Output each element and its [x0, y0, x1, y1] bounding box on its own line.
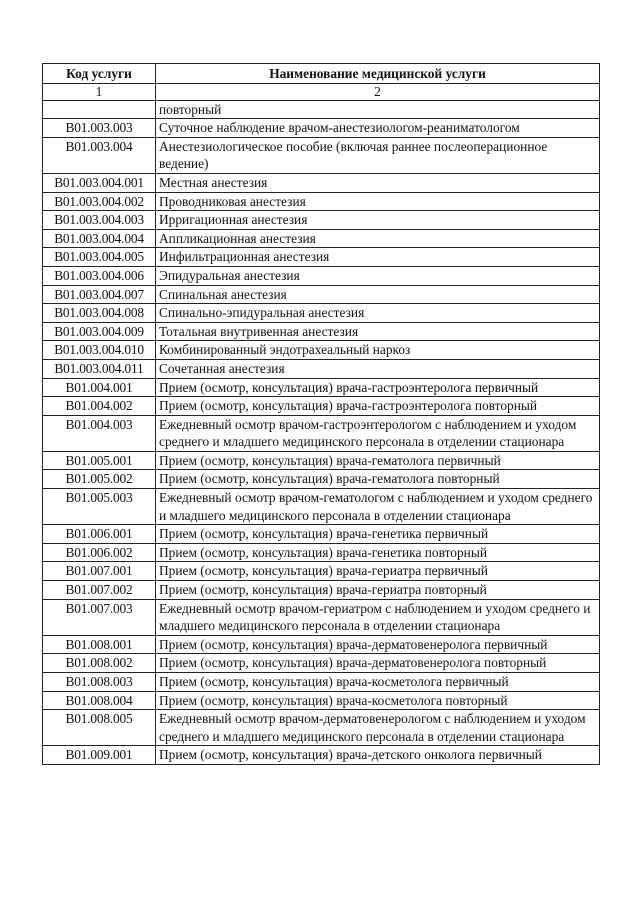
table-row: [43, 710, 600, 746]
service-code: B01.008.004: [43, 691, 156, 710]
service-code: B01.008.002: [43, 654, 156, 673]
service-code: B01.008.005: [43, 710, 156, 746]
service-code: B01.003.004.005: [43, 248, 156, 267]
service-name: Сочетанная анестезия: [156, 359, 600, 378]
table-row: [43, 673, 600, 692]
service-name: Прием (осмотр, консультация) врача-гастроэнтеролога первичный: [156, 378, 600, 397]
table-row: [43, 137, 600, 173]
service-code: B01.004.003: [43, 415, 156, 451]
service-name: Местная анестезия: [156, 173, 600, 192]
table-row: [43, 562, 600, 581]
service-code: B01.003.004.006: [43, 266, 156, 285]
service-code: B01.004.002: [43, 397, 156, 416]
service-name: Суточное наблюдение врачом-анестезиологом-реаниматологом: [156, 119, 600, 138]
service-name: Спинальная анестезия: [156, 285, 600, 304]
service-name: повторный: [156, 100, 600, 119]
service-name: Ежедневный осмотр врачом-дерматовенерологом с наблюдением и уходом среднего и младшего медицинского персонала в отделении стационара: [156, 710, 600, 746]
table-row: [43, 746, 600, 765]
table-row: [43, 248, 600, 267]
service-name: Ежедневный осмотр врачом-гематологом с наблюдением и уходом среднего и младшего медицинского персонала в отделении стационара: [156, 489, 600, 525]
table-row: [43, 285, 600, 304]
service-name: Анестезиологическое пособие (включая раннее послеоперационное ведение): [156, 137, 600, 173]
table-row: [43, 359, 600, 378]
service-code: B01.005.001: [43, 451, 156, 470]
table-row: [43, 635, 600, 654]
table-row: [43, 211, 600, 230]
service-code: B01.003.004.008: [43, 304, 156, 323]
service-code: B01.003.004.003: [43, 211, 156, 230]
service-name: Прием (осмотр, консультация) врача-генетика первичный: [156, 525, 600, 544]
service-code: B01.005.003: [43, 489, 156, 525]
service-name: Прием (осмотр, консультация) врача-гематолога повторный: [156, 470, 600, 489]
service-code: B01.007.002: [43, 581, 156, 600]
service-name: Прием (осмотр, консультация) врача-гериатра повторный: [156, 581, 600, 600]
service-name: Проводниковая анестезия: [156, 192, 600, 211]
service-name: Ежедневный осмотр врачом-гериатром с наблюдением и уходом среднего и младшего медицинского персонала в отделении стационара: [156, 599, 600, 635]
table-row: [43, 229, 600, 248]
service-name: Спинально-эпидуральная анестезия: [156, 304, 600, 323]
service-code: B01.008.001: [43, 635, 156, 654]
table-row: [43, 654, 600, 673]
service-code: B01.005.002: [43, 470, 156, 489]
table-row: [43, 525, 600, 544]
service-name: Прием (осмотр, консультация) врача-гастроэнтеролога повторный: [156, 397, 600, 416]
service-code: [43, 100, 156, 119]
table-row: [43, 173, 600, 192]
code-column-number: 1: [43, 83, 156, 100]
service-name: Инфильтрационная анестезия: [156, 248, 600, 267]
service-code: B01.008.003: [43, 673, 156, 692]
table-row: [43, 470, 600, 489]
code-column-header: Код услуги: [43, 64, 156, 84]
table-row: [43, 341, 600, 360]
table-row: [43, 581, 600, 600]
service-name: Тотальная внутривенная анестезия: [156, 322, 600, 341]
service-code: B01.003.003: [43, 119, 156, 138]
table-row: [43, 691, 600, 710]
services-table: [42, 63, 600, 765]
table-row: [43, 451, 600, 470]
header-row: [43, 64, 600, 84]
service-name: Прием (осмотр, консультация) врача-косметолога первичный: [156, 673, 600, 692]
service-code: B01.003.004.011: [43, 359, 156, 378]
service-name: Прием (осмотр, консультация) врача-генетика повторный: [156, 543, 600, 562]
service-code: B01.009.001: [43, 746, 156, 765]
name-column-number: 2: [156, 83, 600, 100]
service-code: B01.003.004.007: [43, 285, 156, 304]
service-name: Прием (осмотр, консультация) врача-детского онколога первичный: [156, 746, 600, 765]
service-name: Прием (осмотр, консультация) врача-гематолога первичный: [156, 451, 600, 470]
table-row: [43, 119, 600, 138]
service-name: Прием (осмотр, консультация) врача-косметолога повторный: [156, 691, 600, 710]
table-row: [43, 489, 600, 525]
service-code: B01.003.004.009: [43, 322, 156, 341]
service-name: Прием (осмотр, консультация) врача-дерматовенеролога повторный: [156, 654, 600, 673]
table-row: [43, 378, 600, 397]
table-row: [43, 415, 600, 451]
service-code: B01.003.004.002: [43, 192, 156, 211]
service-code: B01.007.003: [43, 599, 156, 635]
service-code: B01.003.004.010: [43, 341, 156, 360]
service-name: Ежедневный осмотр врачом-гастроэнтерологом с наблюдением и уходом среднего и младшего медицинского персонала в отделении стационара: [156, 415, 600, 451]
service-name: Прием (осмотр, консультация) врача-гериатра первичный: [156, 562, 600, 581]
table-row: [43, 266, 600, 285]
table-row: [43, 192, 600, 211]
name-column-header: Наименование медицинской услуги: [156, 64, 600, 84]
service-name: Эпидуральная анестезия: [156, 266, 600, 285]
table-row: [43, 322, 600, 341]
service-code: B01.006.001: [43, 525, 156, 544]
service-code: B01.003.004: [43, 137, 156, 173]
service-name: Аппликационная анестезия: [156, 229, 600, 248]
service-code: B01.003.004.004: [43, 229, 156, 248]
service-code: B01.004.001: [43, 378, 156, 397]
table-row: [43, 100, 600, 119]
table-row: [43, 543, 600, 562]
table-row: [43, 397, 600, 416]
service-name: Комбинированный эндотрахеальный наркоз: [156, 341, 600, 360]
service-code: B01.006.002: [43, 543, 156, 562]
service-code: B01.007.001: [43, 562, 156, 581]
column-number-row: [43, 83, 600, 100]
table-row: [43, 599, 600, 635]
service-name: Ирригационная анестезия: [156, 211, 600, 230]
service-name: Прием (осмотр, консультация) врача-дерматовенеролога первичный: [156, 635, 600, 654]
service-code: B01.003.004.001: [43, 173, 156, 192]
table-row: [43, 304, 600, 323]
